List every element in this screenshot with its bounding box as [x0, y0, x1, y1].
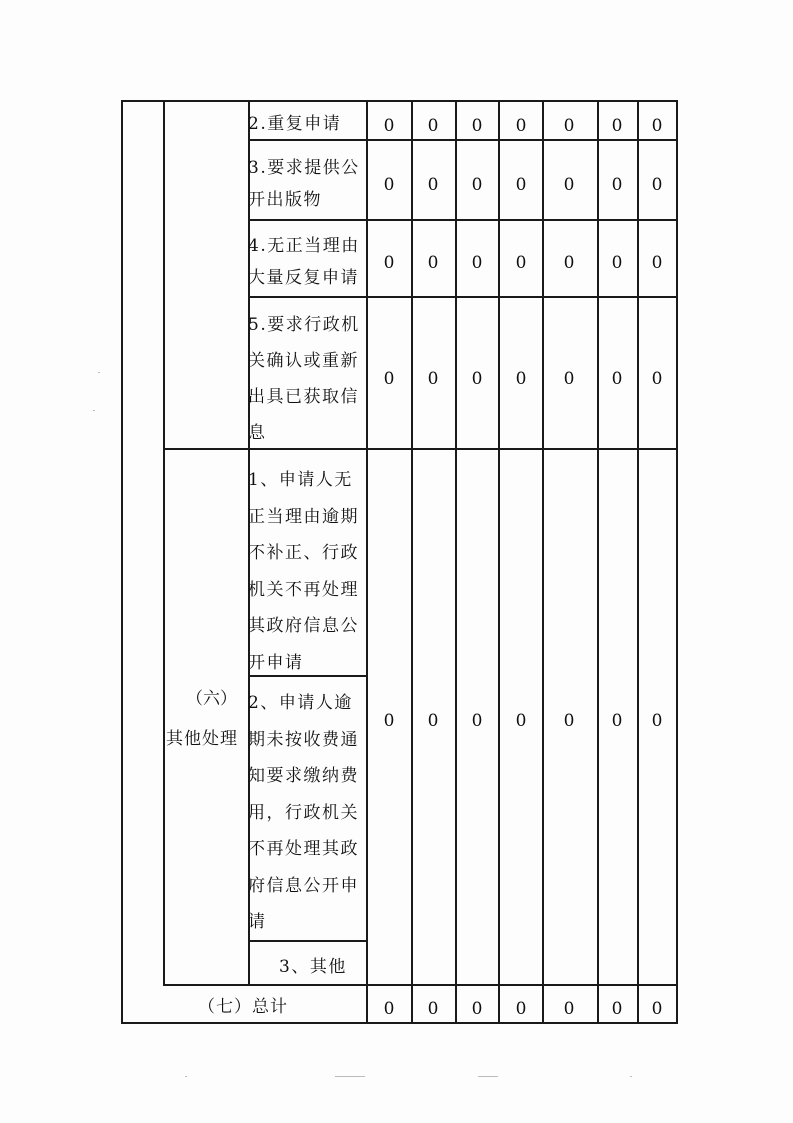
table-cell: 0: [471, 116, 483, 136]
table-cell: 0: [383, 999, 395, 1019]
column-divider: [366, 100, 368, 1024]
table-border-right: [676, 100, 678, 1024]
table-cell: 0: [563, 175, 575, 195]
table-cell: 0: [651, 369, 663, 389]
table-cell: 0: [611, 253, 623, 273]
column-divider: [597, 100, 599, 1024]
table-cell: 0: [563, 999, 575, 1019]
section-divider: [163, 448, 676, 450]
subitem-label: 1、申请人无正当理由逾期不补正、行政机关不再处理其政府信息公开申请: [248, 470, 359, 673]
scan-speck: [98, 372, 100, 373]
column-divider: [637, 100, 639, 1024]
total-label: （七）总计: [198, 997, 288, 1017]
table-cell: 0: [471, 253, 483, 273]
table-cell: 0: [563, 116, 575, 136]
table-cell: 0: [563, 253, 575, 273]
table-cell: 0: [651, 711, 663, 731]
scan-speck: [335, 1076, 365, 1077]
table-cell: 0: [515, 999, 527, 1019]
section-number: （六）: [186, 689, 237, 709]
column-divider: [163, 100, 165, 986]
table-cell: 0: [427, 175, 439, 195]
table-cell: 0: [383, 711, 395, 731]
section-title: 其他处理: [166, 729, 238, 749]
column-divider: [455, 100, 457, 1024]
row-divider: [248, 219, 676, 221]
scan-speck: [93, 410, 95, 411]
table-cell: 0: [471, 175, 483, 195]
table-cell: 0: [515, 711, 527, 731]
table-cell: 0: [515, 116, 527, 136]
scan-speck: [630, 1076, 632, 1077]
table-cell: 0: [383, 175, 395, 195]
table-cell: 0: [611, 999, 623, 1019]
table-cell: 0: [611, 175, 623, 195]
table-cell: 0: [383, 369, 395, 389]
column-divider: [498, 100, 500, 1024]
table-cell: 0: [563, 711, 575, 731]
table-cell: 0: [651, 999, 663, 1019]
subitem-label: 3、其他: [279, 957, 347, 977]
subitem-label: 2、申请人逾期未按收费通知要求缴纳费用，行政机关不再处理其政府信息公开申请: [248, 693, 359, 932]
row-divider: [248, 139, 676, 141]
table-cell: 0: [427, 253, 439, 273]
table-cell: 0: [515, 369, 527, 389]
section-divider: [163, 984, 676, 986]
table-cell: 0: [651, 253, 663, 273]
table-cell: 0: [515, 253, 527, 273]
table-cell: 0: [471, 711, 483, 731]
row-label: 2.重复申请: [248, 114, 342, 134]
table-cell: 0: [515, 175, 527, 195]
table-cell: 0: [471, 999, 483, 1019]
column-divider: [411, 100, 413, 1024]
row-label: 5.要求行政机关确认或重新出具已获取信息: [248, 315, 360, 443]
table-cell: 0: [383, 116, 395, 136]
table-cell: 0: [651, 116, 663, 136]
table-cell: 0: [427, 999, 439, 1019]
scan-speck: [478, 1076, 498, 1077]
table-cell: 0: [471, 369, 483, 389]
column-divider: [542, 100, 544, 1024]
table-cell: 0: [427, 369, 439, 389]
table-border-left: [121, 100, 123, 1024]
row-label: 3.要求提供公开出版物: [248, 158, 360, 210]
table-cell: 0: [611, 369, 623, 389]
table-cell: 0: [611, 711, 623, 731]
row-divider: [248, 296, 676, 298]
table-border-top: [121, 100, 676, 102]
table-cell: 0: [651, 175, 663, 195]
table-cell: 0: [427, 711, 439, 731]
table-border-bottom: [121, 1022, 676, 1024]
scan-speck: [185, 1076, 187, 1077]
table-cell: 0: [563, 369, 575, 389]
table-cell: 0: [383, 253, 395, 273]
table-cell: 0: [611, 116, 623, 136]
row-label: 4.无正当理由大量反复申请: [248, 236, 360, 288]
table-cell: 0: [427, 116, 439, 136]
